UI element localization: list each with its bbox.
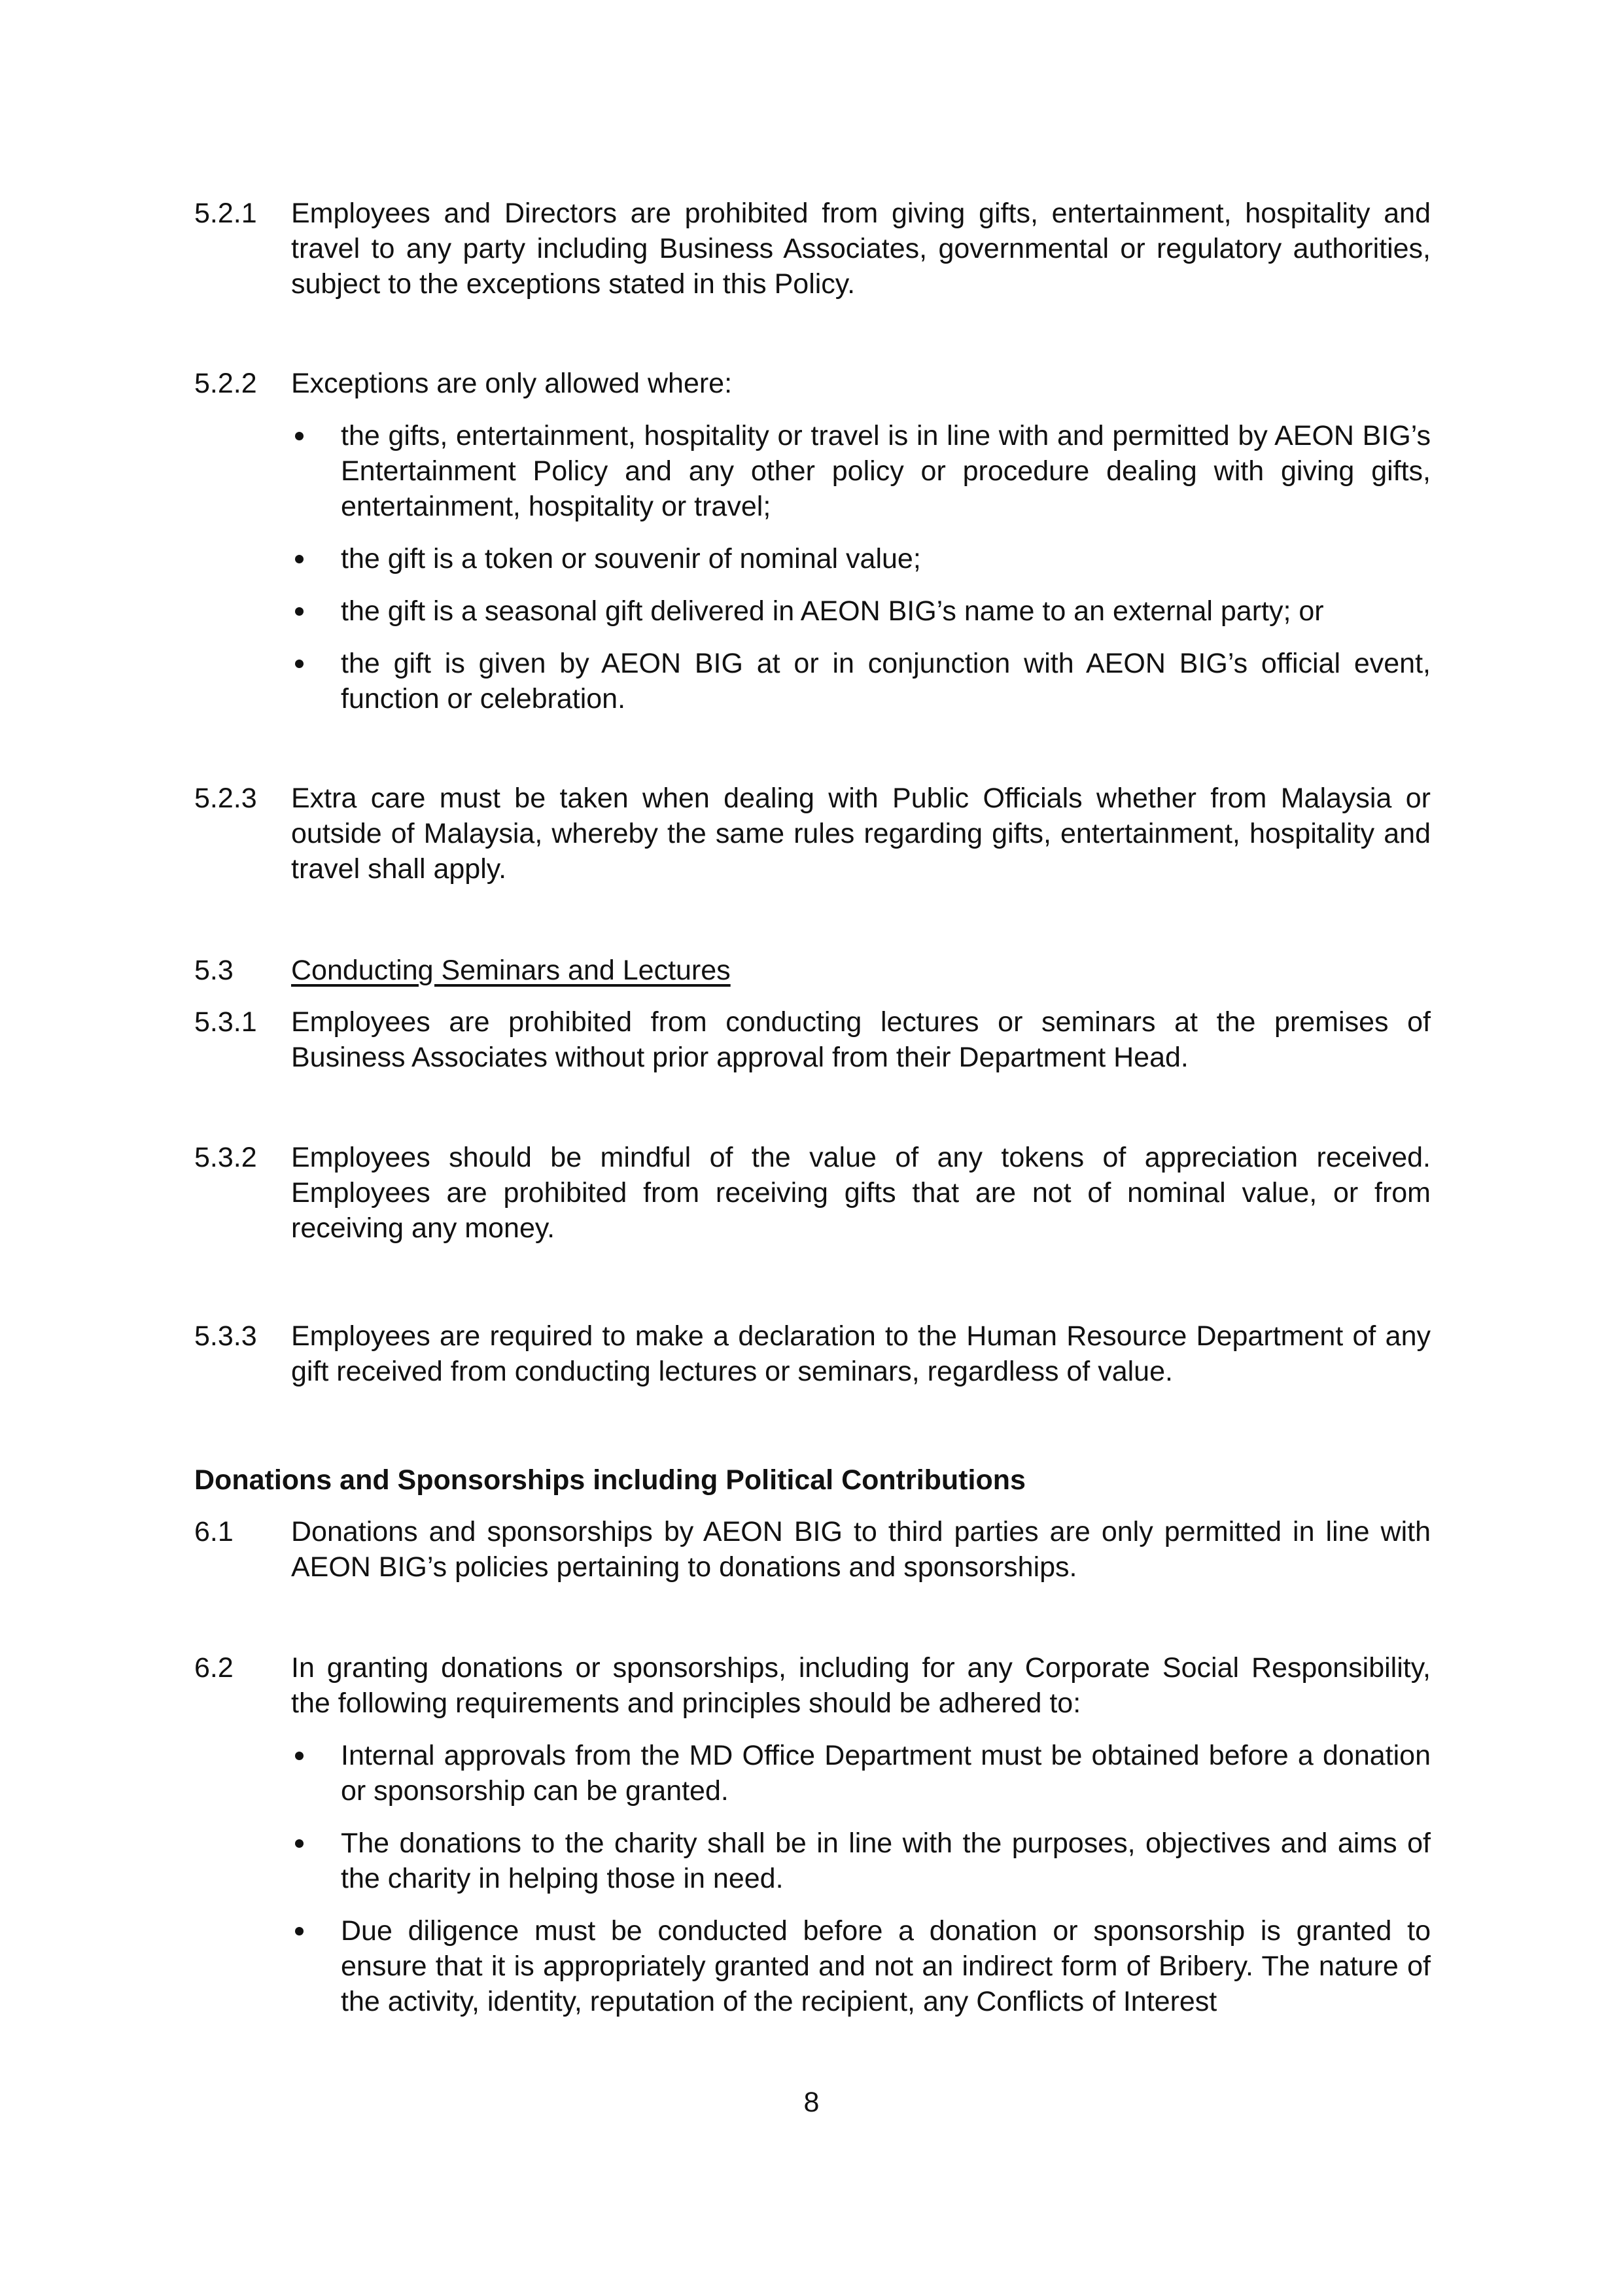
clause-number: 5.3.3: [194, 1320, 257, 1352]
exceptions-list: [291, 418, 1431, 716]
clause-6-1: [194, 1514, 1431, 1585]
bullet-icon: [295, 555, 304, 563]
list-item-text: the gifts, entertainment, hospitality or travel is in line with and permitted by AEON BIG’s Entertainment Policy and any other policy or procedure dealing with giving gifts, entertainment, hospitality or travel;: [341, 420, 1431, 522]
list-item: [291, 1913, 1431, 2019]
bullet-icon: [295, 1927, 304, 1935]
list-item: [291, 646, 1431, 716]
donation-principles-list: [291, 1738, 1431, 2019]
clause-number: 5.2.1: [194, 198, 257, 229]
subsection-heading: Conducting Seminars and Lectures: [291, 955, 731, 986]
clause-text: Employees are prohibited from conducting lectures or seminars at the premises of Business Associates without prior approval from their Department Head.: [291, 1006, 1431, 1073]
list-item-text: The donations to the charity shall be in line with the purposes, objectives and aims of the charity in helping those in need.: [341, 1828, 1431, 1894]
list-item-text: Due diligence must be conducted before a donation or sponsorship is granted to ensure that it is appropriately granted and not an indirect form of Bribery. The nature of the activity, identity, reputation of the recipient, any Conflicts of Interest: [341, 1915, 1431, 2017]
clause-number: 5.2.2: [194, 368, 257, 399]
clause-text: Donations and sponsorships by AEON BIG to third parties are only permitted in line with AEON BIG’s policies pertaining to donations and sponsorships.: [291, 1516, 1431, 1583]
clause-number: 5.2.3: [194, 783, 257, 814]
bullet-icon: [295, 432, 304, 440]
clause-5-3-1: [194, 1004, 1431, 1075]
clause-text: Exceptions are only allowed where:: [291, 368, 733, 399]
clause-5-2-1: [194, 196, 1431, 302]
clause-number: 5.3: [194, 955, 234, 986]
clause-text: Employees and Directors are prohibited from giving gifts, entertainment, hospitality and travel to any party including Business Associates, governmental or regulatory authorities, subject to the exceptions stated in this Policy.: [291, 198, 1431, 300]
clause-number: 5.3.1: [194, 1006, 257, 1038]
clause-5-2-2: [194, 366, 1431, 401]
list-item-text: the gift is a seasonal gift delivered in AEON BIG’s name to an external party; or: [341, 595, 1324, 627]
bullet-icon: [295, 1752, 304, 1760]
list-item: [291, 418, 1431, 524]
clause-6-2: [194, 1650, 1431, 1721]
list-item: [291, 593, 1431, 629]
section-6-title: Donations and Sponsorships including Political Contributions: [194, 1464, 1026, 1496]
clause-5-2-3: [194, 781, 1431, 887]
clause-5-3-3: [194, 1318, 1431, 1389]
list-item: [291, 1738, 1431, 1809]
clause-5-3-2: [194, 1140, 1431, 1246]
list-item: [291, 1826, 1431, 1896]
clause-number: 5.3.2: [194, 1142, 257, 1173]
list-item-text: Internal approvals from the MD Office Department must be obtained before a donation or sponsorship can be granted.: [341, 1740, 1431, 1807]
clause-5-3: [194, 953, 1431, 988]
page-number: 8: [803, 2087, 820, 2118]
bullet-icon: [295, 1839, 304, 1848]
list-item: [291, 541, 1431, 576]
clause-number: 6.2: [194, 1652, 234, 1684]
clause-text: Employees are required to make a declaration to the Human Resource Department of any gift received from conducting lectures or seminars, regardless of value.: [291, 1320, 1431, 1387]
list-item-text: the gift is a token or souvenir of nominal value;: [341, 543, 921, 574]
bullet-icon: [295, 607, 304, 616]
bullet-icon: [295, 660, 304, 668]
clause-number: 6.1: [194, 1516, 234, 1547]
clause-text: Employees should be mindful of the value of any tokens of appreciation received. Employees are prohibited from receiving gifts that are not of nominal value, or from receiving any money.: [291, 1142, 1431, 1244]
clause-text: Extra care must be taken when dealing with Public Officials whether from Malaysia or outside of Malaysia, whereby the same rules regarding gifts, entertainment, hospitality and travel shall apply.: [291, 783, 1431, 885]
list-item-text: the gift is given by AEON BIG at or in conjunction with AEON BIG’s official event, function or celebration.: [341, 648, 1431, 715]
clause-text: In granting donations or sponsorships, including for any Corporate Social Responsibility, the following requirements and principles should be adhered to:: [291, 1652, 1431, 1719]
